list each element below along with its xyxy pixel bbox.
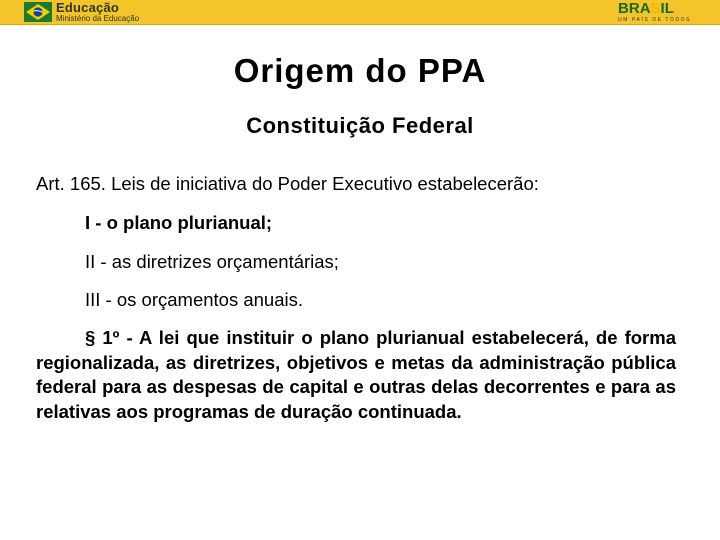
org-subtitle: Ministério da Educação: [56, 14, 140, 23]
slide-title: Origem do PPA: [233, 52, 487, 89]
brasil-slogan: UM PAÍS DE TODOS: [618, 17, 692, 23]
brazil-flag-icon: [24, 2, 52, 22]
paragraph-text: § 1º - A lei que instituir o plano plurianual estabelecerá, de forma regionalizada, as diretrizes, objetivos e metas da administração pública federal para as despesas de capital e outras delas decorrentes e para as relativas aos programas de duração continuada.: [36, 327, 676, 422]
list-item: II - as diretrizes orçamentárias;: [85, 251, 339, 272]
list-item: III - os orçamentos anuais.: [85, 289, 303, 310]
brasil-letter: S: [650, 0, 661, 17]
brasil-letter: L: [664, 0, 674, 17]
brasil-logo: [618, 1, 692, 23]
article-text: Art. 165. Leis de iniciativa do Poder Executivo estabelecerão:: [36, 173, 539, 194]
header-bar: [0, 0, 720, 25]
brasil-letter: A: [639, 0, 651, 17]
brasil-letter: R: [628, 0, 640, 17]
mec-logo: [24, 1, 139, 23]
brasil-letter: I: [660, 0, 665, 17]
brasil-letter: B: [618, 0, 629, 17]
org-name: Educação: [56, 0, 120, 15]
slide-subtitle: Constituição Federal: [246, 113, 474, 138]
list-item: I - o plano plurianual;: [85, 212, 273, 233]
brasil-wordmark: [618, 1, 692, 16]
